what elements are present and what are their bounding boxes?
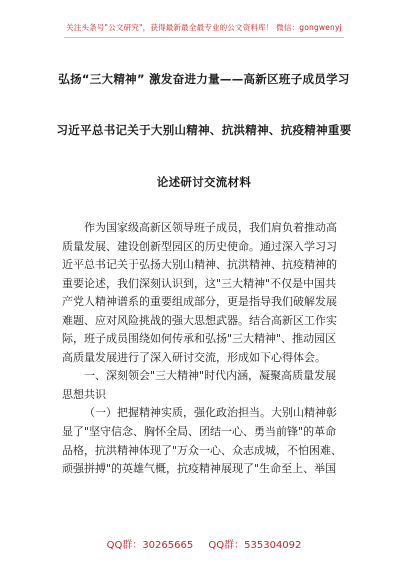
- body-line: 品格，抗洪精神体现了"万众一心、众志成城，不怕困难、: [62, 443, 343, 457]
- body-line: （一）把握精神实质，强化政治担当。大别山精神彰: [84, 406, 337, 420]
- footer-contacts: [0, 536, 408, 551]
- body-line: 难题、应对风险挑战的强大思想武器。结合高新区工作实: [62, 313, 337, 327]
- header-divider: [64, 37, 344, 38]
- section-heading: 一、深刻领会"三大精神"时代内涵，凝聚高质量发展: [84, 369, 337, 383]
- document-body: [62, 219, 348, 479]
- section-heading: 思想共识: [62, 387, 106, 401]
- body-line: 质量发展、建设创新型园区的历史使命。通过深入学习习: [62, 239, 337, 253]
- body-line: 顽强拼搏"的英雄气概，抗疫精神展现了"生命至上、举国: [62, 462, 337, 476]
- document-title-line-3: 论述研讨交流材料: [156, 175, 252, 189]
- footer-qq-group-2: QQ群：535304092: [208, 540, 302, 551]
- document-title-line-2: 习近平总书记关于大别山精神、抗洪精神、抗疫精神重要: [56, 123, 352, 137]
- body-line: 高质量发展进行了深入研讨交流，形成如下心得体会。: [62, 350, 326, 364]
- body-line: 作为国家级高新区领导班子成员，我们肩负着推动高: [84, 221, 337, 234]
- document-title-line-1: 弘扬“三大精神” 激发奋进力量——高新区班子成员学习: [58, 72, 350, 86]
- body-line: 重要论述，我们深刻认识到，这"三大精神"不仅是中国共: [62, 276, 337, 290]
- header-banner: 关注头条号"公文研究"，获得最新最全最专业的公文资料库！ 微信：gongwenyj: [66, 23, 342, 32]
- body-line: 际，班子成员围绕如何传承和弘扬"三大精神"、推动园区: [62, 332, 337, 346]
- footer-qq-group-1: QQ群：30265665: [106, 540, 194, 551]
- body-line: 显了"坚守信念、胸怀全局、团结一心、勇当前锋"的革命: [62, 425, 337, 439]
- body-line: 近平总书记关于弘扬大别山精神、抗洪精神、抗疫精神的: [62, 258, 337, 272]
- body-line: 产党人精神谱系的重要组成部分，更是指导我们破解发展: [62, 295, 337, 309]
